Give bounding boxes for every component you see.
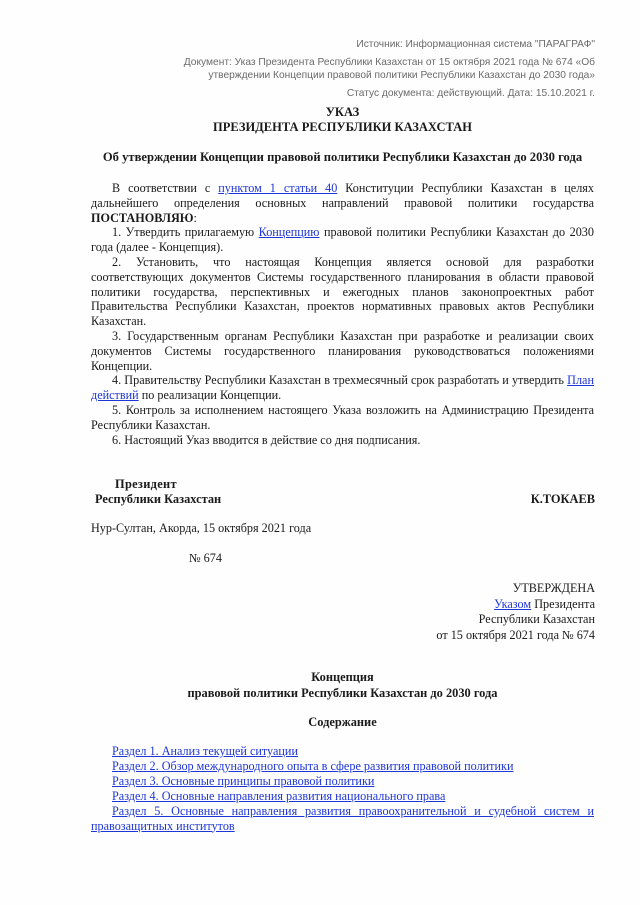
approval-line4: от 15 октября 2021 года № 674 <box>436 627 595 642</box>
toc-link-section-2[interactable]: Раздел 2. Обзор международного опыта в сфере развития правовой политики <box>112 758 514 773</box>
concept-title-line1: Концепция <box>311 670 374 684</box>
toc-item <box>91 804 594 834</box>
signature-position-line2: Республики Казахстан <box>95 492 222 506</box>
item-6: 6. Настоящий Указ вводится в действие со дня подписания. <box>112 432 421 447</box>
concept-link[interactable]: Концепцию <box>258 225 320 240</box>
action-plan-link[interactable]: План действий <box>91 373 594 403</box>
toc-item <box>91 789 594 804</box>
approval-block <box>436 581 595 643</box>
decree-title-line1: УКАЗ <box>325 105 360 119</box>
approval-line3: Республики Казахстан <box>478 612 595 626</box>
document-line: Документ: Указ Президента Республики Казахстан от 15 октября 2021 года № 674 «Об утверждении Концепции правовой политики Республики Казахстан до 2030 года» <box>183 57 595 81</box>
concept-title-line2: правовой политики Республики Казахстан до 2030 года <box>187 685 498 700</box>
approval-line1: УТВЕРЖДЕНА <box>512 581 595 595</box>
table-of-contents <box>91 744 594 833</box>
decree-word: ПОСТАНОВЛЯЮ <box>91 210 194 225</box>
toc-link-section-5[interactable]: Раздел 5. Основные направления развития правоохранительной и судебной систем и правозащитных институтов <box>91 803 594 833</box>
signature-position-line1: Президент <box>115 477 177 491</box>
constitution-article-link[interactable]: пунктом 1 статьи 40 <box>218 181 338 195</box>
approval-line2: Указом Президента <box>494 596 595 611</box>
decree-title-line2: ПРЕЗИДЕНТА РЕСПУБЛИКИ КАЗАХСТАН <box>213 120 472 134</box>
decree-body <box>91 181 594 447</box>
contents-heading: Содержание <box>308 715 377 729</box>
decree-subject: Об утверждении Концепции правовой политики Республики Казахстан до 2030 года <box>102 150 583 164</box>
preamble-paragraph: В соответствии с пунктом 1 статьи 40 Конституции Республики Казахстан в целях дальнейшего определения основных направлений правовой политики государства ПОСТАНОВЛЯЮ: <box>91 181 594 225</box>
toc-item <box>91 774 594 789</box>
decree-number: № 674 <box>189 551 222 565</box>
status-line: Статус документа: действующий. Дата: 15.10.2021 г. <box>346 88 595 99</box>
item-4: 4. Правительству Республики Казахстан в трехмесячный срок разработать и утвердить План действий по реализации Концепции. <box>91 373 594 403</box>
source-line: Источник: Информационная система "ПАРАГРАФ" <box>356 39 595 50</box>
toc-link-section-3[interactable]: Раздел 3. Основные принципы правовой политики <box>112 773 375 788</box>
item-3: 3. Государственным органам Республики Казахстан при разработке и реализации своих документов Системы государственного планирования руководствоваться положениями Концепции. <box>91 328 594 373</box>
toc-link-section-1[interactable]: Раздел 1. Анализ текущей ситуации <box>112 744 298 758</box>
decree-title <box>90 105 595 135</box>
toc-item <box>91 744 594 759</box>
place-date: Нур-Султан, Акорда, 15 октября 2021 года <box>91 521 312 535</box>
decree-link[interactable]: Указом <box>494 596 532 611</box>
item-5: 5. Контроль за исполнением настоящего Указа возложить на Администрацию Президента Республики Казахстан. <box>91 402 594 432</box>
toc-link-section-4[interactable]: Раздел 4. Основные направления развития национального права <box>112 788 446 803</box>
item-1: 1. Утвердить прилагаемую Концепцию правовой политики Республики Казахстан до 2030 года (далее - Концепция). <box>91 225 594 255</box>
concept-title <box>90 670 595 701</box>
signature-name: К.ТОКАЕВ <box>530 492 595 506</box>
item-2: 2. Установить, что настоящая Концепция является основой для разработки соответствующих документов Системы государственного планирования в области правовой политики государства, перспективных и ежегодных планов законопроектных работ Правительства Республики Казахстан, проектов нормативных правовых актов Республики Казахстан. <box>91 254 594 329</box>
toc-item <box>91 759 594 774</box>
